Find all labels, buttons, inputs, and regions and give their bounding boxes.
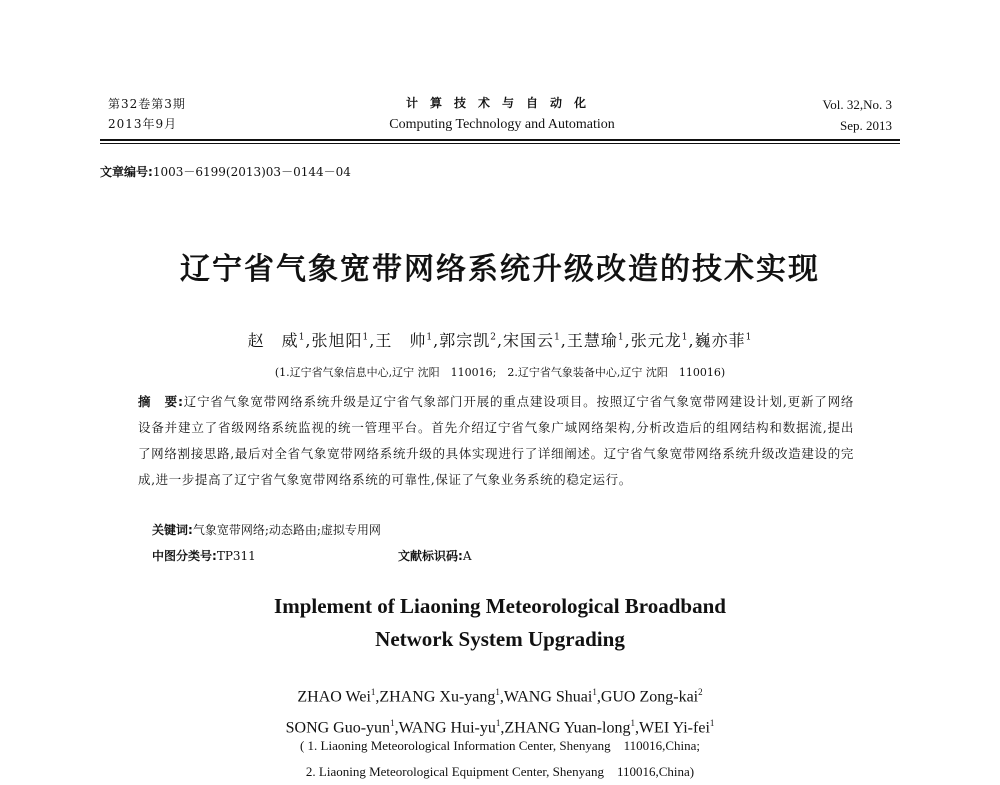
author-name: 张旭阳 [311, 331, 363, 350]
author-name: 张元龙 [630, 331, 682, 350]
title-cn: 辽宁省气象宽带网络系统升级改造的技术实现 [180, 252, 820, 287]
author-name: 郭宗凯 [439, 331, 491, 350]
journal-name-en: Computing Technology and Automation [389, 117, 615, 132]
abstract-text: 辽宁省气象宽带网络系统升级是辽宁省气象部门开展的重点建设项目。按照辽宁省气象宽带网建设计划,更新了网络设备并建立了省级网络系统监视的统一管理平台。首先介绍辽宁省气象广域网络架构,分析改造后的组网结构和数据流,提出了网络割接思路,最后对全省气象宽带网络系统升级的具体实现进行了详细阐述。辽宁省气象宽带网络系统升级改造建设的完成,进一步提高了辽宁省气象宽带网络系统的可靠性,保证了气象业务系统的稳定运行。 [138, 394, 854, 487]
document-code-label: 文献标识码: [398, 549, 463, 563]
affiliation-en [0, 733, 1000, 785]
author-name: ZHANG Xu-yang [379, 688, 496, 706]
affiliation-cn: (1.辽宁省气象信息中心,辽宁 沈阳 110016; 2.辽宁省气象装备中心,辽宁 沈阳 110016) [274, 366, 726, 379]
title-en [0, 590, 1000, 656]
author-affiliation-marker: 1 [592, 687, 597, 697]
author-affiliation-marker: 1 [495, 687, 500, 697]
author-name: SONG Guo-yun [285, 719, 391, 737]
volume-issue-en: Vol. 32,No. 3 [822, 97, 892, 112]
author-name: 王 帅 [375, 331, 427, 350]
author-name: 王慧瑜 [566, 331, 618, 350]
author-name: GUO Zong-kai [600, 688, 699, 706]
author-name: ZHAO Wei [297, 688, 371, 706]
volume-issue-cn: 第32卷第3期 [108, 97, 186, 111]
author-affiliation-marker: 1 [554, 332, 561, 343]
authors-cn: 赵 威$^1$,张旭阳$^1$,王 帅$^1$,郭宗凯$^2$,宋国云$^1$,王慧瑜$^1$,张元龙$^1$,巍亦菲$^1$ [247, 331, 753, 350]
journal-header-center [330, 92, 674, 136]
journal-header-left [108, 94, 186, 134]
author-affiliation-marker: 1 [495, 718, 501, 729]
author-name: WANG Hui-yu [398, 719, 496, 737]
authors-en-line2: SONG Guo-yun$^1$,WANG Hui-$yu^1,ZHANG$ Yuan-long$^1$,WEI Yi-fei$^1$ [285, 718, 715, 737]
author-affiliation-marker: 1 [681, 332, 689, 343]
author-affiliation-marker: 1 [709, 718, 715, 729]
author-affiliation-marker: 2 [698, 687, 703, 697]
author-name: WANG Shuai [503, 688, 593, 706]
author-affiliation-marker: 1 [370, 687, 376, 697]
affiliation-en-line1: ( 1. Liaoning Meteorological Information Center, Shenyang 110016,China; [299, 738, 701, 753]
authors-en-line1: ZHAO Wei$^1$,ZHANG Xu-yang$^1$,WANG Shuai$^1$,GUO Zong-kai$^2$ [297, 687, 703, 706]
document-code [398, 547, 471, 564]
author-affiliation-marker: 1 [362, 332, 370, 343]
article-number-label: 文章编号: [100, 165, 153, 179]
title-en-line2: Network System Upgrading [375, 627, 625, 651]
author-affiliation-marker: 1 [426, 332, 434, 343]
keywords [152, 521, 381, 538]
author-affiliation-marker: 1 [298, 332, 306, 343]
author-affiliation-marker: 1 [390, 718, 395, 729]
document-code-value: A [462, 549, 472, 563]
author-name: WEI Yi-fei [638, 719, 710, 737]
keywords-value: 气象宽带网络;动态路由;虚拟专用网 [192, 523, 381, 537]
article-number [100, 163, 351, 180]
author-affiliation-marker: 1 [630, 718, 635, 729]
title-en-line1: Implement of Liaoning Meteorological Broadband [274, 594, 726, 618]
author-affiliation-marker: 2 [490, 332, 497, 343]
author-name: 宋国云 [503, 331, 555, 350]
abstract [138, 389, 854, 493]
affiliation-en-line2: 2. Liaoning Meteorological Equipment Center, Shenyang 110016,China) [305, 764, 695, 779]
classification-label: 中图分类号: [152, 549, 217, 563]
journal-name-cn: 计算技术与自动化 [405, 96, 598, 110]
classification [152, 547, 256, 564]
author-affiliation-marker: 1 [745, 332, 753, 343]
date-en: Sep. 2013 [840, 118, 892, 133]
author-name: 巍亦菲 [694, 331, 746, 350]
keywords-label: 关键词: [152, 523, 193, 537]
author-name: 赵 威 [247, 331, 299, 350]
header-rule-thin [100, 143, 900, 144]
author-affiliation-marker: 1 [617, 332, 625, 343]
author-name: ZHANG Yuan-long [504, 719, 631, 737]
journal-header-right [823, 94, 892, 136]
abstract-label: 摘 要: [138, 394, 184, 409]
classification-value: TP311 [216, 549, 256, 563]
header-rule-thick [100, 139, 900, 141]
article-number-value: 1003－6199(2013)03－0144－04 [152, 165, 351, 179]
date-cn: 2013年9月 [108, 117, 178, 131]
